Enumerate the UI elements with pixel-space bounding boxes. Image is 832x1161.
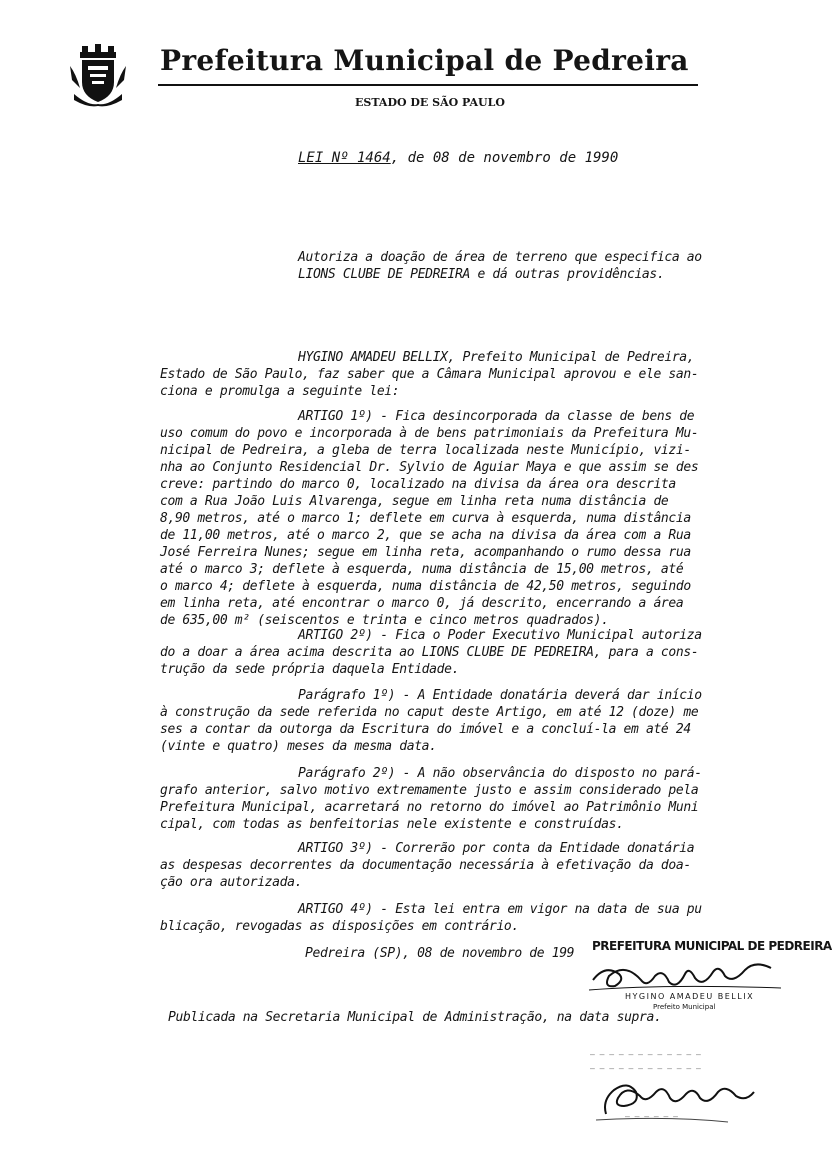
paragrafo1-line: à construção da sede referida no caput deste Artigo, em até 12 (doze) me — [160, 705, 699, 720]
artigo1-line: nha ao Conjunto Residencial Dr. Sylvio de Aguiar Maya e que assim se des — [160, 460, 699, 475]
faint-stamp-text: — — — — — — — — — — — — — [590, 1064, 701, 1073]
paragrafo2-line: Prefeitura Municipal, acarretará no retorno do imóvel ao Patrimônio Muni — [160, 800, 699, 815]
closing-place-date: Pedreira (SP), 08 de novembro de 199 — [305, 946, 575, 961]
intro-line: Estado de São Paulo, faz saber que a Câmara Municipal aprovou e ele san- — [160, 367, 699, 382]
header-subtitle: ESTADO DE SÃO PAULO — [355, 96, 505, 109]
faint-stamp-text: — — — — — — — — — — — — — [590, 1050, 701, 1059]
artigo2-line: ARTIGO 2º) - Fica o Poder Executivo Municipal autoriza — [298, 628, 702, 643]
summary-line: Autoriza a doação de área de terreno que especifica ao — [298, 250, 702, 265]
artigo1-line: José Ferreira Nunes; segue em linha reta, acompanhando o rumo dessa rua — [160, 545, 691, 560]
secretary-signature-icon — [578, 1070, 768, 1130]
intro-line: HYGINO AMADEU BELLIX, Prefeito Municipal de Pedreira, — [298, 350, 695, 365]
paragrafo2-line: cipal, com todas as benfeitorias nele existente e construídas. — [160, 817, 624, 832]
law-title — [298, 150, 618, 166]
paragrafo2-line: grafo anterior, salvo motivo extremamente justo e assim considerado pela — [160, 783, 699, 798]
header-title: Prefeitura Municipal de Pedreira — [160, 44, 689, 77]
artigo2-line: trução da sede própria daquela Entidade. — [160, 662, 460, 677]
municipal-stamp: PREFEITURA MUNICIPAL DE PEDREIRA — [592, 939, 832, 953]
faint-stamp-text: — — — — — — — [625, 1112, 678, 1121]
artigo1-line: de 11,00 metros, até o marco 2, que se acha na divisa da área com a Rua — [160, 528, 691, 543]
artigo1-line: o marco 4; deflete à esquerda, numa distância de 42,50 metros, seguindo — [160, 579, 691, 594]
artigo3-line: as despesas decorrentes da documentação necessária à efetivação da doa- — [160, 858, 691, 873]
artigo2-line: do a doar a área acima descrita ao LIONS CLUBE DE PEDREIRA, para a cons- — [160, 645, 699, 660]
publication-note: Publicada na Secretaria Municipal de Administração, na data supra. — [168, 1010, 662, 1025]
artigo1-line: até o marco 3; deflete à esquerda, numa distância de 15,00 metros, até — [160, 562, 684, 577]
signer-role: Prefeito Municipal — [653, 1003, 716, 1011]
municipal-crest-icon — [68, 44, 128, 108]
paragrafo2-line: Parágrafo 2º) - A não observância do disposto no pará- — [298, 766, 702, 781]
header-divider — [158, 84, 698, 86]
artigo1-line: uso comum do povo e incorporada à de bens patrimoniais da Prefeitura Mu- — [160, 426, 699, 441]
paragrafo1-line: (vinte e quatro) meses da mesma data. — [160, 739, 437, 754]
paragrafo1-line: ses a contar da outorga da Escritura do imóvel e a concluí-la em até 24 — [160, 722, 691, 737]
law-number: LEI Nº 1464 — [298, 150, 391, 166]
artigo1-line: nicipal de Pedreira, a gleba de terra localizada neste Município, vizi- — [160, 443, 691, 458]
artigo1-line: creve: partindo do marco 0, localizado na divisa da área ora descrita — [160, 477, 676, 492]
artigo1-line: 8,90 metros, até o marco 1; deflete em curva à esquerda, numa distância — [160, 511, 691, 526]
artigo3-line: ARTIGO 3º) - Correrão por conta da Entidade donatária — [298, 841, 695, 856]
artigo4-line: ARTIGO 4º) - Esta lei entra em vigor na data de sua pu — [298, 902, 702, 917]
signer-name: HYGINO AMADEU BELLIX — [625, 992, 755, 1001]
paragrafo1-line: Parágrafo 1º) - A Entidade donatária deverá dar início — [298, 688, 702, 703]
summary-line: LIONS CLUBE DE PEDREIRA e dá outras providências. — [298, 267, 665, 282]
artigo1-line: de 635,00 m² (seiscentos e trinta e cinco metros quadrados). — [160, 613, 609, 628]
artigo1-line: ARTIGO 1º) - Fica desincorporada da classe de bens de — [298, 409, 695, 424]
artigo1-line: em linha reta, até encontrar o marco 0, já descrito, encerrando a área — [160, 596, 684, 611]
intro-line: ciona e promulga a seguinte lei: — [160, 384, 400, 399]
artigo4-line: blicação, revogadas as disposições em contrário. — [160, 919, 519, 934]
artigo1-line: com a Rua João Luis Alvarenga, segue em linha reta numa distância de — [160, 494, 669, 509]
law-date: , de 08 de novembro de 1990 — [390, 150, 619, 166]
artigo3-line: ção ora autorizada. — [160, 875, 303, 890]
